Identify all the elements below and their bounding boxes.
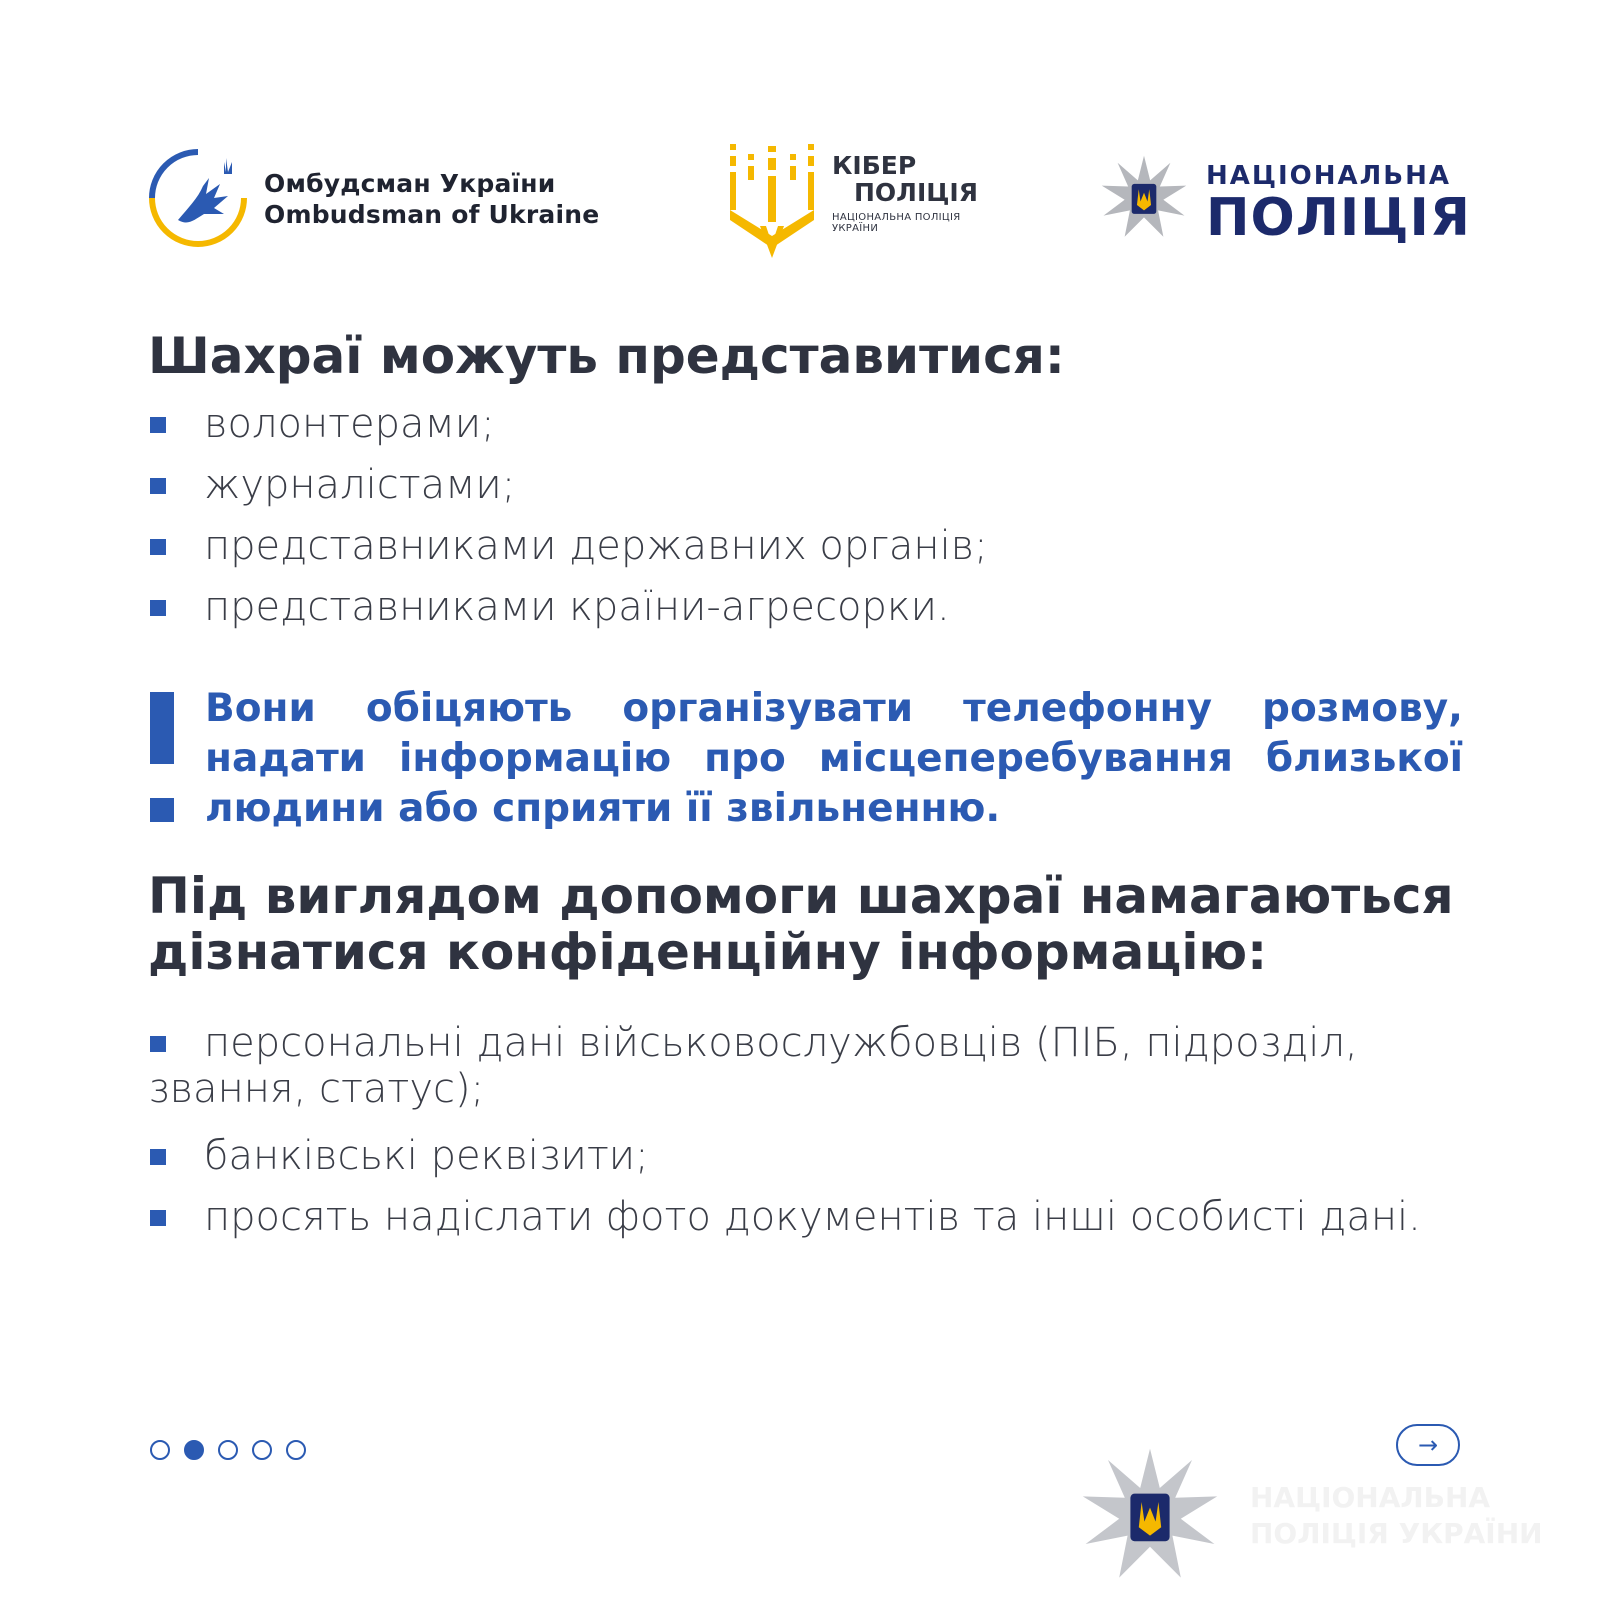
ombudsman-hand-trident-icon — [148, 148, 248, 248]
exclamation-icon — [150, 692, 174, 764]
list-item: банківські реквізити; — [204, 1133, 649, 1179]
list-item: представниками країни-агресорки. — [204, 584, 950, 630]
bullet-icon — [150, 478, 166, 494]
national-police-logo — [1100, 150, 1471, 250]
list-item: персональні дані військовослужбовців (ПІБ, підрозділ, звання, статус); — [148, 1020, 1358, 1112]
cyber-police-logo — [728, 140, 988, 260]
watermark-text: НАЦІОНАЛЬНА ПОЛІЦІЯ УКРАЇНИ — [1250, 1481, 1543, 1550]
bullet-icon — [150, 600, 166, 616]
section2-title-line2: дізнатися конфіденційну інформацію: — [148, 923, 1268, 981]
national-police-name: НАЦІОНАЛЬНА ПОЛІЦІЯ — [1206, 161, 1471, 248]
bullet-icon — [150, 539, 166, 555]
bullet-icon — [150, 1149, 166, 1165]
pager-dot-3[interactable] — [218, 1440, 238, 1460]
ombudsman-name: Омбудсман України Ombudsman of Ukraine — [264, 169, 600, 229]
police-star-watermark-icon — [1080, 1446, 1220, 1586]
list-item: представниками державних органів; — [204, 523, 988, 569]
ombudsman-logo — [148, 148, 618, 248]
warning-text: Вони обіцяють організувати телефонну розмову, надати інформацію про місцеперебування близької людини або сприяти її звільненню. — [205, 686, 1463, 831]
list-item: журналістами; — [204, 462, 516, 508]
pager-dot-1[interactable] — [150, 1440, 170, 1460]
bullet-icon — [150, 417, 166, 433]
pager-dot-5[interactable] — [286, 1440, 306, 1460]
pager-dot-2-active[interactable] — [184, 1440, 204, 1460]
pager-dot-4[interactable] — [252, 1440, 272, 1460]
police-star-icon — [1100, 154, 1188, 242]
arrow-right-icon: → — [1417, 1431, 1439, 1459]
next-button[interactable] — [1396, 1424, 1460, 1466]
cyber-police-title: КІБЕР ПОЛІЦІЯ — [832, 151, 978, 207]
section2-title-line1: Під виглядом допомоги шахраї намагаються — [148, 867, 1454, 925]
section1-title: Шахраї можуть представитися: — [148, 327, 1065, 385]
list-item: волонтерами; — [204, 401, 495, 447]
list-item: просять надіслати фото документів та інші особисті дані. — [204, 1194, 1421, 1240]
cyber-trident-icon — [728, 140, 816, 260]
exclamation-dot — [150, 798, 174, 822]
cyber-police-subtitle: НАЦІОНАЛЬНА ПОЛІЦІЯ УКРАЇНИ — [832, 212, 961, 234]
